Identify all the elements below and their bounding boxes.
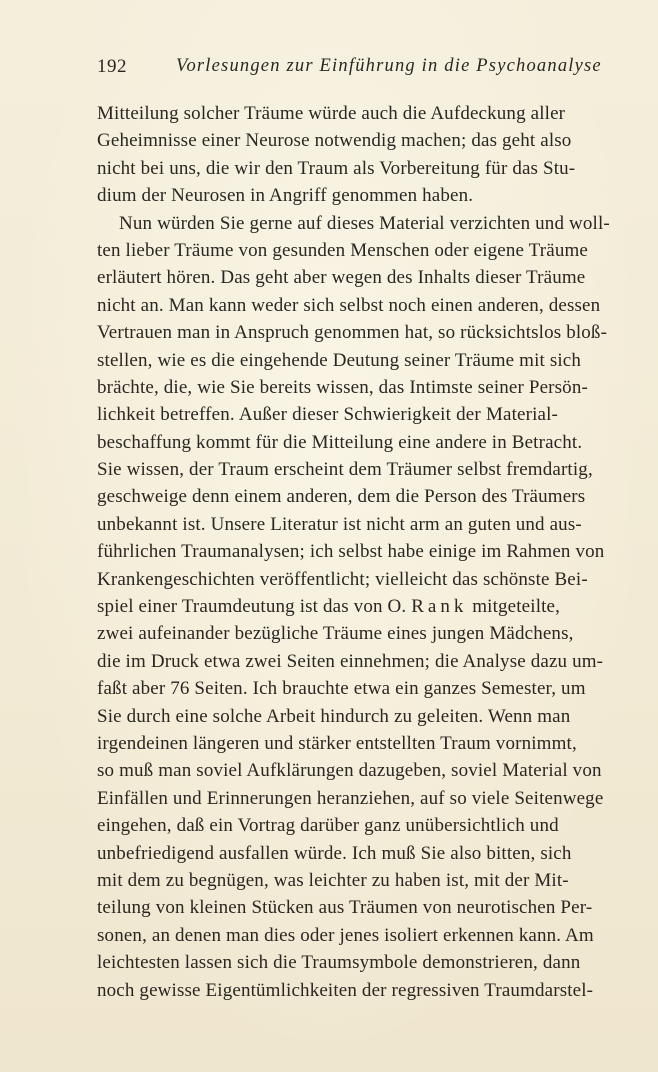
- author-name-rank: Rank: [411, 596, 468, 618]
- text-line: brächte, die, wie Sie bereits wissen, das Intimste seiner Persön-: [97, 376, 588, 398]
- text-line-rank: [97, 593, 561, 620]
- text-line: dium der Neurosen in Angriff genommen haben.: [97, 185, 474, 207]
- text-line: irgendeinen längeren und stärker entstellten Traum vornimmt,: [97, 732, 577, 754]
- text-line: beschaffung kommt für die Mitteilung eine andere in Betracht.: [97, 431, 583, 453]
- page-number: 192: [97, 56, 127, 77]
- text-line: unbekannt ist. Unsere Literatur ist nicht arm an guten und aus-: [97, 513, 582, 535]
- text-line: führlichen Traumanalysen; ich selbst habe einige im Rahmen von: [97, 541, 605, 563]
- body-text: [97, 100, 610, 1004]
- text-line: lichkeit betreffen. Außer dieser Schwierigkeit der Material-: [97, 404, 558, 426]
- text-line: erläutert hören. Das geht aber wegen des Inhalts dieser Träume: [97, 267, 586, 289]
- text-line: Einfällen und Erinnerungen heranziehen, auf so viele Seitenwege: [97, 787, 604, 809]
- page-header: [97, 56, 602, 82]
- text-line: sonen, an denen man dies oder jenes isoliert erkennen kann. Am: [97, 924, 594, 946]
- text-line: nicht bei uns, die wir den Traum als Vorbereitung für das Stu-: [97, 157, 576, 179]
- rank-line-after: mitgeteilte,: [472, 596, 561, 618]
- text-line: Nun würden Sie gerne auf dieses Material verzichten und woll-: [119, 212, 610, 234]
- text-line: noch gewisse Eigentümlichkeiten der regressiven Traumdarstel-: [97, 979, 594, 1001]
- text-line: Krankengeschichten veröffentlicht; vielleicht das schönste Bei-: [97, 568, 588, 590]
- text-line: Mitteilung solcher Träume würde auch die Aufdeckung aller: [97, 103, 566, 124]
- text-line: nicht an. Man kann weder sich selbst noch einen anderen, dessen: [97, 294, 601, 316]
- text-line: so muß man soviel Aufklärungen dazugeben, soviel Material von: [97, 760, 602, 782]
- text-line: geschweige denn einem anderen, dem die Person des Träumers: [97, 486, 586, 508]
- text-line: mit dem zu begnügen, was leichter zu haben ist, mit der Mit-: [97, 869, 569, 891]
- text-line: eingehen, daß ein Vortrag darüber ganz unübersichtlich und: [97, 815, 559, 837]
- text-line: die im Druck etwa zwei Seiten einnehmen; die Analyse dazu um-: [97, 650, 604, 672]
- text-line: ten lieber Träume von gesunden Menschen oder eigene Träume: [97, 239, 588, 261]
- text-line: Sie durch eine solche Arbeit hindurch zu geleiten. Wenn man: [97, 705, 571, 727]
- text-line: teilung von kleinen Stücken aus Träumen von neurotischen Per-: [97, 897, 593, 919]
- text-line: Sie wissen, der Traum erscheint dem Träumer selbst fremdartig,: [97, 459, 593, 481]
- text-line: faßt aber 76 Seiten. Ich brauchte etwa ein ganzes Semester, um: [97, 678, 586, 700]
- text-line: stellen, wie es die eingehende Deutung seiner Träume mit sich: [97, 349, 582, 371]
- rank-line-before: spiel einer Traumdeutung ist das von O.: [97, 596, 407, 618]
- text-line: Vertrauen man in Anspruch genommen hat, so rücksichtslos bloß-: [97, 322, 608, 344]
- text-line: unbefriedigend ausfallen würde. Ich muß Sie also bitten, sich: [97, 842, 572, 864]
- running-title: Vorlesungen zur Einführung in die Psychoanalyse: [176, 56, 602, 76]
- text-line: Geheimnisse einer Neurose notwendig machen; das geht also: [97, 130, 572, 152]
- text-line: zwei aufeinander bezügliche Träume eines jungen Mädchens,: [97, 623, 574, 645]
- text-line: leichtesten lassen sich die Traumsymbole demonstrieren, dann: [97, 952, 581, 974]
